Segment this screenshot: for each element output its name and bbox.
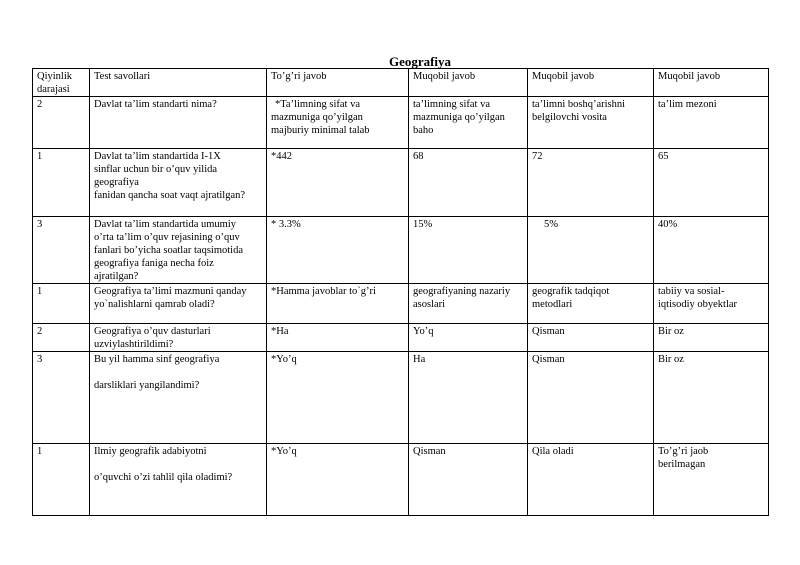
cell-text-content: *Yo’q: [271, 446, 297, 457]
question-cell: [90, 284, 267, 324]
cell-text-content: baho: [413, 125, 434, 136]
alternative-answer-cell: [654, 97, 769, 149]
cell-text-content: metodlari: [532, 299, 573, 310]
cell-text: [271, 218, 403, 231]
cell-text-content: Yo’q: [413, 326, 434, 337]
table-row: [33, 324, 769, 352]
cell-text: [271, 445, 403, 458]
cell-text-content: *Ha: [271, 326, 289, 337]
cell-text: [413, 353, 522, 366]
cell-text: [532, 445, 648, 458]
cell-text: [94, 163, 261, 176]
cell-text-content: 1: [37, 286, 43, 297]
cell-text: [37, 353, 84, 366]
level-cell: [33, 324, 90, 352]
cell-text: [94, 98, 261, 111]
correct-answer-cell: [267, 352, 409, 444]
correct-answer-cell: [267, 284, 409, 324]
cell-text-content: ta’limni boshq’arishni: [532, 99, 626, 110]
cell-text-content: Ha: [413, 354, 426, 365]
cell-text-content: uzviylashtirildimi?: [94, 339, 174, 350]
cell-text: [94, 189, 261, 202]
alternative-answer-cell: [528, 352, 654, 444]
cell-text: [37, 325, 84, 338]
alternative-answer-cell: [654, 324, 769, 352]
cell-text-content: ajratilgan?: [94, 271, 139, 282]
alternative-answer-cell: [409, 284, 528, 324]
cell-text-content: ta’lim mezoni: [658, 99, 717, 110]
cell-text: [271, 325, 403, 338]
cell-text-content: geografiyaning nazariy: [413, 286, 511, 297]
correct-answer-cell: [267, 149, 409, 217]
cell-text: [658, 458, 763, 471]
question-cell: [90, 444, 267, 516]
cell-text-content: Bir oz: [658, 354, 684, 365]
cell-text: [413, 325, 522, 338]
cell-text: [94, 353, 261, 366]
level-cell: [33, 149, 90, 217]
cell-text-content: 72: [532, 151, 543, 162]
cell-text: [94, 445, 261, 458]
test-table: [32, 68, 769, 516]
alternative-answer-cell: [654, 352, 769, 444]
cell-text-content: 40%: [658, 219, 678, 230]
cell-text-content: geografiya faniga necha foiz: [94, 258, 214, 269]
cell-text-content: asoslari: [413, 299, 446, 310]
cell-text: [94, 325, 261, 338]
cell-text: [413, 98, 522, 111]
cell-text-content: 68: [413, 151, 424, 162]
cell-text: [94, 231, 261, 244]
cell-text: [658, 325, 763, 338]
question-cell: [90, 324, 267, 352]
cell-text: [532, 111, 648, 124]
cell-text: [413, 111, 522, 124]
cell-text: [532, 150, 648, 163]
table-row: [33, 444, 769, 516]
cell-text-content: geografiya: [94, 177, 139, 188]
alternative-answer-cell: [528, 217, 654, 284]
header-alternative-answer: Muqobil javob: [409, 69, 528, 97]
cell-text-content: belgilovchi vosita: [532, 112, 607, 123]
header-alternative-answer: Muqobil javob: [654, 69, 769, 97]
cell-text-content: *Yo’q: [271, 354, 297, 365]
cell-text-content: 2: [37, 99, 43, 110]
correct-answer-cell: [267, 97, 409, 149]
cell-text-content: iqtisodiy obyektlar: [658, 299, 738, 310]
cell-text: [532, 218, 648, 231]
cell-text: [532, 285, 648, 298]
cell-text-content: * 3.3%: [271, 219, 301, 230]
alternative-answer-cell: [654, 444, 769, 516]
cell-text: [37, 445, 84, 458]
cell-text-content: 5%: [544, 219, 558, 230]
header-question: Test savollari: [90, 69, 267, 97]
cell-text: [413, 124, 522, 137]
cell-text-content: 2: [37, 326, 43, 337]
cell-text: [658, 150, 763, 163]
cell-text-content: Qisman: [413, 446, 446, 457]
alternative-answer-cell: [528, 284, 654, 324]
cell-text-content: o’rta ta’lim o’quv rejasining o’quv: [94, 232, 240, 243]
header-correct-answer: To’g’ri javob: [267, 69, 409, 97]
cell-text: [37, 98, 84, 111]
correct-answer-cell: [267, 217, 409, 284]
cell-text: [271, 111, 403, 124]
cell-text: [271, 150, 403, 163]
alternative-answer-cell: [528, 444, 654, 516]
cell-text-content: Davlat ta’lim standarti nima?: [94, 99, 217, 110]
cell-text: [271, 353, 403, 366]
question-cell: [90, 149, 267, 217]
cell-text-content: *442: [271, 151, 292, 162]
alternative-answer-cell: [528, 149, 654, 217]
alternative-answer-cell: [409, 444, 528, 516]
header-alternative-answer: Muqobil javob: [528, 69, 654, 97]
cell-text-content: mazmuniga qo’yilgan: [413, 112, 505, 123]
blank-line: [94, 366, 261, 379]
alternative-answer-cell: [409, 97, 528, 149]
cell-text-content: Ilmiy geografik adabiyotni: [94, 446, 207, 457]
correct-answer-cell: [267, 324, 409, 352]
alternative-answer-cell: [528, 324, 654, 352]
cell-text-content: Bu yil hamma sinf geografiya: [94, 354, 220, 365]
alternative-answer-cell: [409, 217, 528, 284]
cell-text-content: 3: [37, 354, 43, 365]
cell-text: [271, 285, 403, 298]
cell-text-content: *Ta’limning sifat va: [275, 99, 360, 110]
cell-text: [94, 244, 261, 257]
cell-text: [271, 98, 403, 111]
cell-text: [413, 218, 522, 231]
cell-text-content: 15%: [413, 219, 433, 230]
cell-text-content: Qila oladi: [532, 446, 574, 457]
table-row: [33, 97, 769, 149]
cell-text: [37, 218, 84, 231]
cell-text-content: o’quvchi o’zi tahlil qila oladimi?: [94, 472, 233, 483]
cell-text: [532, 298, 648, 311]
blank-line: [94, 458, 261, 471]
cell-text: [94, 270, 261, 283]
cell-text-content: 1: [37, 151, 43, 162]
cell-text-content: Qisman: [532, 326, 565, 337]
cell-text-content: 3: [37, 219, 43, 230]
cell-text: [94, 176, 261, 189]
cell-text: [532, 325, 648, 338]
cell-text-content: yo`nalishlarni qamrab oladi?: [94, 299, 215, 310]
level-cell: [33, 352, 90, 444]
cell-text: [658, 285, 763, 298]
cell-text-content: *Hamma javoblar to`g’ri: [271, 286, 376, 297]
cell-text-content: Davlat ta’lim standartida umumiy: [94, 219, 237, 230]
alternative-answer-cell: [654, 284, 769, 324]
cell-text-content: Geografiya o’quv dasturlari: [94, 326, 211, 337]
cell-text-content: Qisman: [532, 354, 565, 365]
level-cell: [33, 444, 90, 516]
question-cell: [90, 352, 267, 444]
alternative-answer-cell: [528, 97, 654, 149]
cell-text-content: 65: [658, 151, 669, 162]
cell-text: [94, 218, 261, 231]
cell-text-content: mazmuniga qo’yilgan: [271, 112, 363, 123]
cell-text: [94, 471, 261, 484]
cell-text: [658, 98, 763, 111]
cell-text-content: fanidan qancha soat vaqt ajratilgan?: [94, 190, 246, 201]
cell-text-content: tabiiy va sosial-: [658, 286, 725, 297]
cell-text: [94, 257, 261, 270]
table-row: [33, 217, 769, 284]
level-cell: [33, 284, 90, 324]
question-cell: [90, 217, 267, 284]
table-row: [33, 352, 769, 444]
cell-text: [94, 379, 261, 392]
cell-text: [413, 150, 522, 163]
header-row: [33, 69, 769, 97]
cell-text-content: fanlari bo’yicha soatlar taqsimotida: [94, 245, 243, 256]
cell-text: [413, 298, 522, 311]
cell-text: [658, 353, 763, 366]
header-level: Qiyinlik darajasi: [33, 69, 90, 97]
cell-text: [413, 445, 522, 458]
cell-text: [37, 150, 84, 163]
correct-answer-cell: [267, 444, 409, 516]
cell-text-content: Geografiya ta’limi mazmuni qanday: [94, 286, 247, 297]
level-cell: [33, 217, 90, 284]
cell-text: [94, 338, 261, 351]
cell-text-content: 1: [37, 446, 43, 457]
document-title: Geografiya: [388, 54, 452, 69]
table-row: [33, 284, 769, 324]
cell-text-content: Davlat ta’lim standartida I-1X: [94, 151, 221, 162]
cell-text: [37, 285, 84, 298]
cell-text-content: To’g’ri jaob: [658, 446, 709, 457]
cell-text: [94, 150, 261, 163]
cell-text: [658, 218, 763, 231]
cell-text: [271, 124, 403, 137]
cell-text-content: darsliklari yangilandimi?: [94, 380, 200, 391]
cell-text: [94, 298, 261, 311]
cell-text: [413, 285, 522, 298]
question-cell: [90, 97, 267, 149]
cell-text: [532, 98, 648, 111]
cell-text-content: geografik tadqiqot: [532, 286, 610, 297]
cell-text: [94, 285, 261, 298]
alternative-answer-cell: [409, 324, 528, 352]
cell-text: [532, 353, 648, 366]
alternative-answer-cell: [654, 217, 769, 284]
alternative-answer-cell: [409, 149, 528, 217]
cell-text-content: ta’limning sifat va: [413, 99, 490, 110]
cell-text-content: Bir oz: [658, 326, 684, 337]
cell-text: [658, 298, 763, 311]
alternative-answer-cell: [654, 149, 769, 217]
cell-text: [658, 445, 763, 458]
cell-text-content: sinflar uchun bir o’quv yilida: [94, 164, 218, 175]
level-cell: [33, 97, 90, 149]
cell-text-content: majburiy minimal talab: [271, 125, 370, 136]
alternative-answer-cell: [409, 352, 528, 444]
table-row: [33, 149, 769, 217]
cell-text-content: berilmagan: [658, 459, 706, 470]
